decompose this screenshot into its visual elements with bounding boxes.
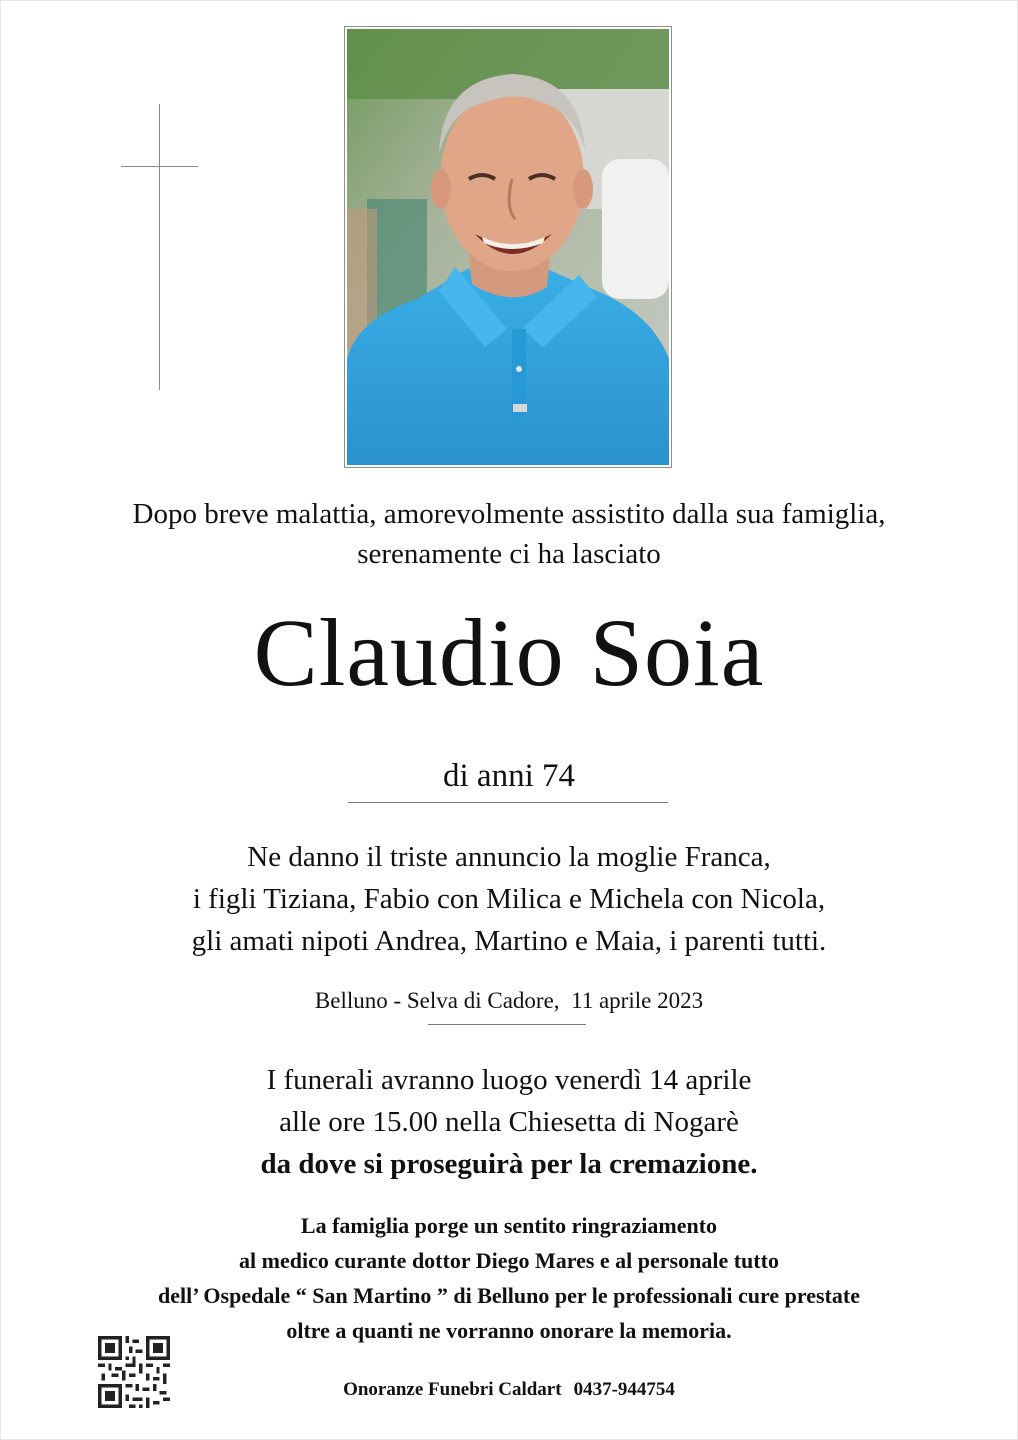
thanks-line-2: al medico curante dottor Diego Mares e al personale tutto: [239, 1248, 779, 1273]
funeral-line-2: alle ore 15.00 nella Chiesetta di Nogarè: [279, 1106, 739, 1138]
mourners-line-2: i figli Tiziana, Fabio con Milica e Michela con Nicola,: [192, 883, 826, 915]
thanks-line-3: dell’ Ospedale “ San Martino ” di Belluno per le professionali cure prestate: [158, 1283, 860, 1308]
date-text: 11 aprile 2023: [571, 988, 704, 1013]
mourners-line-1: Ne danno il triste annuncio la moglie Franca,: [247, 841, 771, 873]
funeral-info: [0, 1059, 1018, 1185]
place-date: [0, 985, 1018, 1017]
intro-text: [0, 494, 1018, 574]
age-divider: [348, 802, 668, 803]
mourners-line-3: gli amati nipoti Andrea, Martino e Maia, i parenti tutti.: [191, 925, 827, 957]
thanks-line-1: La famiglia porge un sentito ringraziamento: [300, 1213, 718, 1238]
intro-line-1: Dopo breve malattia, amorevolmente assistito dalla sua famiglia,: [132, 498, 886, 530]
deceased-name: Claudio Soia: [253, 599, 765, 706]
date-divider: [428, 1024, 586, 1025]
intro-line-2: serenamente ci ha lasciato: [357, 538, 661, 570]
funeral-agency: [0, 1376, 1018, 1404]
mourners-text: [0, 836, 1018, 962]
thanks-text: [0, 1208, 1018, 1348]
portrait-photo: [344, 26, 672, 468]
age-text: di anni 74: [443, 758, 575, 794]
funeral-line-3: da dove si proseguirà per la cremazione.: [260, 1148, 758, 1180]
place-text: Belluno - Selva di Cadore,: [314, 988, 560, 1013]
agency-name: Onoranze Funebri Caldart: [343, 1379, 562, 1400]
funeral-line-1: I funerali avranno luogo venerdì 14 aprile: [266, 1064, 752, 1096]
thanks-line-4: oltre a quanti ne vorranno onorare la memoria.: [286, 1318, 732, 1343]
agency-phone[interactable]: 0437-944754: [573, 1379, 675, 1400]
